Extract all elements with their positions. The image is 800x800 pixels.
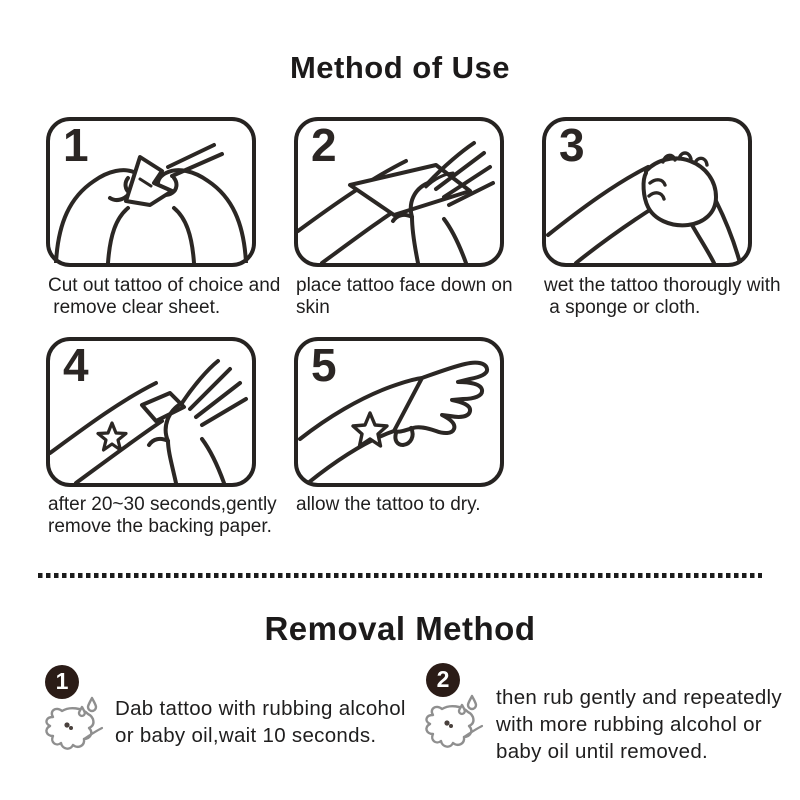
step-number-1: 1 [63,119,89,171]
removal-step-1-text: Dab tattoo with rubbing alcohol or baby oil,wait 10 seconds. [115,697,406,747]
step-card-5 [294,337,504,487]
removal-step-1 [38,660,408,790]
step-number-3: 3 [559,119,585,171]
step-number-4: 4 [63,339,89,391]
removal-method-title: Removal Method [264,610,536,647]
removal-step-2-text: then rub gently and repeatedly with more rubbing alcohol or baby oil until removed. [496,686,782,763]
step-caption-4: after 20~30 seconds,gently remove the backing paper. [48,494,277,537]
step-card-2 [294,117,504,267]
step-number-5: 5 [311,339,337,391]
step-caption-5: allow the tattoo to dry. [296,494,481,515]
removal-step-1-badge: 1 [45,665,79,699]
method-of-use-title: Method of Use [289,50,511,85]
step-card-4 [46,337,256,487]
removal-step-2 [418,658,788,788]
step-card-1 [46,117,256,267]
hand-with-droplets-icon [418,692,484,754]
dotted-divider [38,573,762,578]
removal-step-2-badge: 2 [426,663,460,697]
step-caption-2: place tattoo face down on skin [296,275,513,318]
step-caption-3: wet the tattoo thorougly with a sponge or cloth. [544,275,781,318]
hand-with-droplets-icon [38,694,104,756]
step-card-3 [542,117,752,267]
step-number-2: 2 [311,119,337,171]
step-caption-1: Cut out tattoo of choice and remove clear sheet. [48,275,281,318]
